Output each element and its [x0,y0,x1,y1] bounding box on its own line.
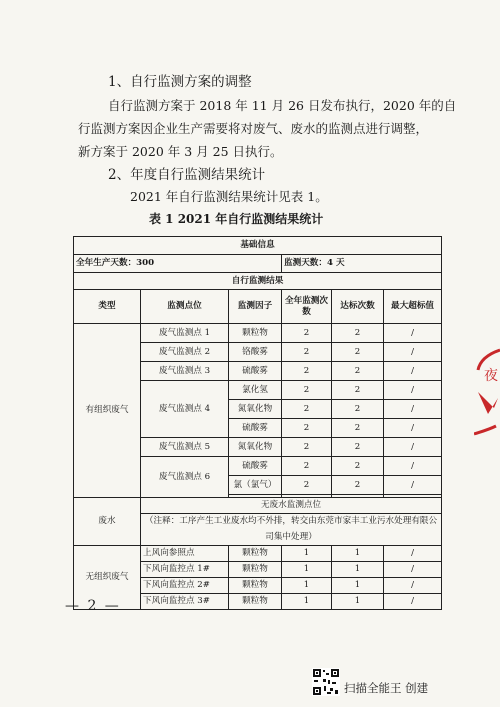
cell-factor: 硫酸雾 [229,362,282,381]
cell-max: / [384,419,442,438]
section-1-heading: 1、自行监测方案的调整 [108,74,252,90]
cell-point: 下风向监控点 1# [141,562,229,578]
col-header-compliant: 达标次数 [332,290,384,324]
cell-point: 废气监测点 6 [141,457,229,498]
cell-count: 2 [282,343,332,362]
cell-count: 2 [282,400,332,419]
scanner-watermark: 扫描全能王 创建 [344,681,429,695]
cell-factor: 硫酸雾 [229,419,282,438]
red-stamp-fragment [474,348,500,436]
cell-compliant: 2 [332,362,384,381]
cell-max: / [384,594,442,610]
cell-count: 1 [282,594,332,610]
results-header: 自行监测结果 [74,273,442,290]
section-1-line-3: 新方案于 2020 年 3 月 25 日执行。 [78,144,283,159]
cell-factor: 颗粒物 [229,578,282,594]
section-2-heading: 2、年度自行监测结果统计 [108,167,266,183]
cell-point: 废气监测点 5 [141,438,229,457]
cell-count: 2 [282,438,332,457]
col-header-point: 监测点位 [141,290,229,324]
qr-code-icon [312,668,340,696]
cell-compliant: 1 [332,594,384,610]
cell-max: / [384,562,442,578]
wastewater-note-line-1: 无废水监测点位 [141,498,442,514]
col-header-type: 类型 [74,290,141,324]
table-row [74,324,442,343]
cell-max: / [384,400,442,419]
cell-compliant: 2 [332,438,384,457]
cell-max: / [384,381,442,400]
wastewater-note-line-2: （注释：工序产生工业废水均不外排，转交由东莞市家丰工业污水处理有限公 [141,514,442,530]
type-wastewater: 废水 [74,498,141,546]
cell-max: / [384,362,442,381]
cell-compliant: 2 [332,324,384,343]
cell-point: 废气监测点 4 [141,381,229,438]
cell-count: 2 [282,362,332,381]
cell-compliant: 2 [332,343,384,362]
cell-point: 废气监测点 3 [141,362,229,381]
monitoring-results-table [73,236,442,610]
basic-info-header: 基础信息 [74,237,442,255]
section-1-line-1: 自行监测方案于 2018 年 11 月 26 日发布执行，2020 年的自 [108,98,457,113]
cell-compliant: 1 [332,562,384,578]
page-number: — 2 — [65,598,121,614]
cell-compliant: 2 [332,381,384,400]
cell-factor: 氮氧化物 [229,438,282,457]
cell-compliant: 2 [332,476,384,495]
cell-factor: 氯（氯气） [229,476,282,495]
cell-max: / [384,457,442,476]
cell-point: 下风向监控点 2# [141,578,229,594]
cell-count: 2 [282,476,332,495]
cell-factor: 铬酸雾 [229,343,282,362]
cell-factor: 颗粒物 [229,562,282,578]
svg-text:夜: 夜 [484,368,498,384]
section-2-line-1: 2021 年自行监测结果统计见表 1。 [130,189,328,204]
cell-max: / [384,546,442,562]
table-row [74,546,442,562]
cell-max: / [384,476,442,495]
cell-max: / [384,578,442,594]
cell-count: 2 [282,419,332,438]
cell-count: 2 [282,324,332,343]
cell-count: 1 [282,562,332,578]
col-header-factor: 监测因子 [229,290,282,324]
cell-point: 下风向监控点 3# [141,594,229,610]
type-organized-gas: 有组织废气 [74,324,141,498]
cell-factor: 颗粒物 [229,546,282,562]
cell-compliant: 1 [332,578,384,594]
cell-count: 1 [282,546,332,562]
cell-max: / [384,324,442,343]
cell-count: 2 [282,381,332,400]
cell-factor: 氯化氢 [229,381,282,400]
table-caption: 表 1 2021 年自行监测结果统计 [149,212,324,226]
cell-factor: 颗粒物 [229,594,282,610]
cell-count: 1 [282,578,332,594]
section-1-line-2: 行监测方案因企业生产需要将对废气、废水的监测点进行调整， [78,121,429,136]
cell-max: / [384,438,442,457]
cell-point: 废气监测点 1 [141,324,229,343]
production-days: 全年生产天数：300 [74,255,282,273]
cell-compliant: 2 [332,457,384,476]
cell-compliant: 1 [332,546,384,562]
col-header-max-exceed: 最大超标值 [384,290,442,324]
type-unorganized-gas: 无组织废气 [74,546,141,610]
cell-point: 上风向参照点 [141,546,229,562]
cell-factor: 颗粒物 [229,324,282,343]
cell-factor: 硫酸雾 [229,457,282,476]
wastewater-note-line-3: 司集中处理） [141,530,442,546]
monitoring-days: 监测天数：4 天 [282,255,442,273]
cell-factor: 氮氧化物 [229,400,282,419]
col-header-count: 全年监测次数 [282,290,332,324]
cell-compliant: 2 [332,400,384,419]
cell-max: / [384,343,442,362]
cell-compliant: 2 [332,419,384,438]
cell-count: 2 [282,457,332,476]
cell-point: 废气监测点 2 [141,343,229,362]
